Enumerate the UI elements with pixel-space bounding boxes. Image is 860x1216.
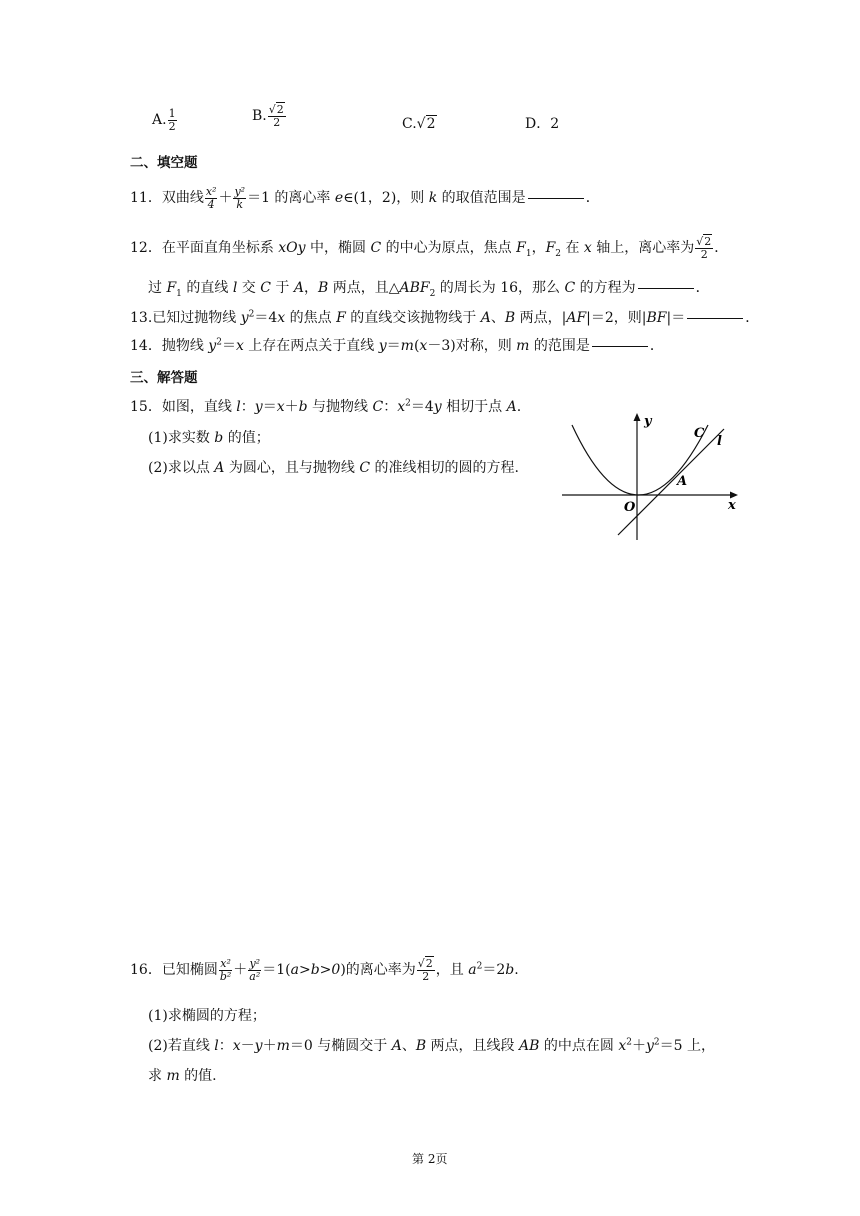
question-14: 14．抛物线 $y^2=x$ 上存在两点关于直线 y＝m(x－3)对称，则 m 的范围是 ．	[130, 337, 664, 354]
answer-blank[interactable]	[687, 318, 743, 319]
question-16: 16．已知椭圆 $\frac{\text{x²}}{\text{b²}}$ ＋ $\frac{\text{y²}}{\text{a²}}$ ＝1(a>b>0)的离心率为 $\frac{√2}{2}$ ，且 $a^2=2b$.	[130, 957, 519, 983]
option-d: D．2	[525, 116, 560, 132]
fraction: $\frac{√2}{2}$	[268, 103, 284, 129]
question-15-part-1: (1)求实数 b 的值；	[148, 430, 270, 446]
section-heading-answer: 三、解答题	[130, 370, 198, 386]
answer-blank[interactable]	[528, 198, 584, 199]
label-line-l: l	[717, 434, 722, 449]
figure-svg	[558, 405, 748, 545]
question-15-part-2: (2)求以点 A 为圆心，且与抛物线 C 的准线相切的圆的方程.	[148, 460, 519, 476]
label-x: x	[728, 498, 736, 513]
tangent-line	[618, 429, 724, 535]
question-16-part-2: (2)若直线 l：x－y＋m＝0 与椭圆交于 A、B 两点，且线段 AB 的中点在圆 $x^2+y^2=5$ 上，	[148, 1037, 715, 1054]
question-12-line-2: 过 $F_1$ 的直线 l 交 C 于 A，B 两点，且$\triangle ABF_2$ 的周长为 16，那么 C 的方程为 ．	[148, 280, 710, 299]
answer-blank[interactable]	[638, 288, 694, 289]
answer-blank[interactable]	[592, 346, 648, 347]
question-12-line-1: 12．在平面直角坐标系 xOy 中，椭圆 C 的中心为原点，焦点 $F_1$，$F_2$ 在 x 轴上，离心率为 $\frac{√2}{2}$ ．	[130, 235, 729, 261]
section-heading-fill-blank: 二、填空题	[130, 155, 198, 171]
question-16-part-2-cont: 求 m 的值.	[148, 1068, 217, 1084]
question-13: 13.已知过抛物线 $y^2=4x$ 的焦点 F 的直线交该抛物线于 A、B 两点，|AF|＝2，则|BF|＝ ．	[130, 309, 760, 326]
option-b: B. $\frac{√2}{2}$	[252, 103, 284, 129]
question-16-part-1: (1)求椭圆的方程；	[148, 1008, 266, 1024]
parabola-curve	[572, 425, 708, 495]
page-number: 第 2页	[412, 1152, 448, 1166]
label-y: y	[644, 414, 652, 429]
y-axis-arrow	[634, 413, 641, 421]
fraction: $\frac{1}{2}$	[168, 107, 176, 133]
label-origin: O	[624, 500, 636, 515]
option-a: A. $\frac{1}{2}$	[152, 107, 176, 133]
question-11: 11．双曲线 $\frac{\text{x²}}{4}$ ＋ $\frac{\text{y²}}{k}$ ＝1 的离心率 e∈(1，2)，则 k 的取值范围是 ．	[130, 185, 600, 211]
label-point-a: A	[677, 474, 688, 489]
option-c: C.√2	[402, 116, 436, 132]
question-15: 15．如图，直线 l：y＝x＋b 与抛物线 C：$x^2=4y$ 相切于点 A.	[130, 398, 522, 415]
label-curve-c: C	[694, 426, 705, 441]
parabola-tangent-figure	[558, 405, 748, 549]
